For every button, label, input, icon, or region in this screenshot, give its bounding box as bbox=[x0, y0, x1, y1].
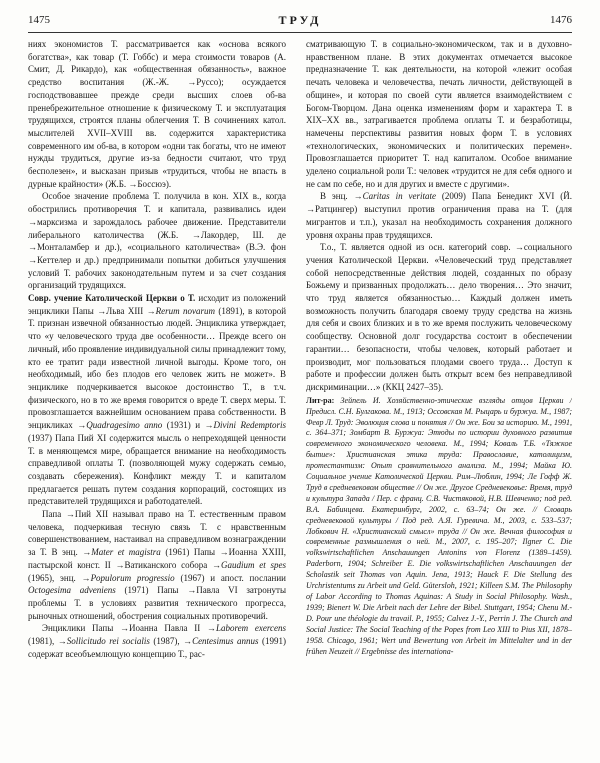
page-number-right: 1476 bbox=[550, 14, 572, 26]
paragraph: Особое значение проблема Т. получила в кон. XIX в., когда обострились противоречия Т. и капитала, развивались идеи →марксизма и зарождалось рабочее движение. Представители либерального католичества (Ж.Б. →Лакордер, Ш. де →Монталамбер и др.), «социального католичества» (В.Э. фон →Кеттелер и др.) предпринимали попытки добиться улучшения условий Т. рабочих законодательным путем и за счет создания организаций трудящихся. bbox=[28, 191, 286, 291]
page-header bbox=[28, 14, 572, 30]
paragraph: ниях экономистов Т. рассматривается как «основа всякого богатства», как товар (Т. Гоббс) и мера стоимости товаров (А. Смит, Д. Рикардо), как «общественная обязанность», важное средство воспитания (Ж.-Ж. →Руссо); осуждается господствовавшее прежде среди высших слоев об-ва пренебрежительное отношение к физическому Т. и эксплуатация трудящихся, строятся планы облегчения Т. В сочинениях катол. мыслителей XVII–XVIII вв. содержится характеристика современного им об-ва, в котором «одни так богаты, что не имеют нужды трудиться, другие из-за бедности считают, что труд бесполезен», и высказан призыв «трудиться, чтобы не впасть в дурные крайности» (Ж.Б. →Боссюэ). bbox=[28, 39, 286, 189]
paragraph: В энц. →Caritas in veritate (2009) Папа Бенедикт XVI (Й. →Ратцингер) выступил против ограничения права на Т. (для мигрантов и т.п.), указал на необходимость сохранения должного уровня охраны прав трудящихся. bbox=[306, 191, 572, 240]
bibliography-label: Лит-ра: bbox=[306, 395, 335, 405]
paragraph: Папа →Пий XII называл право на Т. естественным правом человека, подчеркивая тесную связь Т. с нравственным совершенствованием, настаивал на справедливом вознаграждении за Т. В энц. →Mater et magistra (1961) Папы →Иоанна XXIII, пастырской конст. II →Ватиканского собора →Gaudium et spes (1965), энц. →Populorum progressio (1967) и апост. послании Octogesima adveniens (1971) Папы →Павла VI затронуты проблемы Т. в условиях развития технического прогресса, рыночных отношений, обострения социальных противоречий. bbox=[28, 509, 286, 621]
paragraph: Совр. учение Католической Церкви о Т. исходит из положений энциклики Папы →Льва XIII →Rerum novarum (1891), в которой Т. признан извечной обязанностью людей. Энциклика утверждает, что «у человеческого труда две особенности… Прежде всего он личный, ибо проявление индивидуальной силы принадлежит тому, кто ее тратит ради известной личной выгоды. Кроме того, он необходимый, ибо без плодов его человек жить не может». В энциклике подчеркивается высокое достоинство Т., в т.ч. физического, но в то же время говорится о вреде Т. сверх меры. Т. провозглашается важнейшим основанием права собственности. В энцикликах →Quadragesimo anno (1931) и →Divini Redemptoris (1937) Папа Пий XI содержится мысль о непреходящей ценности Т. в меняющемся мире, обращается внимание на необходимость справедливой оплаты Т. (позволяющей мужу содержать семью, создавать сбережения). Конфликт между Т. и капиталом предлагается решать путем создания корпораций, состоящих из представителей трудящихся и работодателей. bbox=[28, 293, 286, 507]
left-column bbox=[28, 38, 286, 753]
section-heading: Совр. учение Католической Церкви о Т. bbox=[28, 293, 196, 304]
header-rule bbox=[28, 32, 572, 33]
paragraph: сматривающую Т. в социально-экономическом, так и в духовно-нравственном плане. В этих документах отмечается высокое предназначение Т. как деятельности, на которой «лежит особая печать человека и человечества, печать личности, действующей в общине», и которая по своей сути является взаимодействием с Богом-Творцом. Дана оценка изменениям форм и характера Т. в XIX–XX вв., затрагивается проблема оплаты Т. и безработицы, намечены перспективы развития новых форм Т. в условиях «технологических, экономических и политических перемен». Провозглашается приоритет Т. над капиталом. Особое внимание уделено социальной роли Т.: человек «трудится не для себя одного и не сам по себе, но и для других и вместе с другими». bbox=[306, 39, 572, 189]
page-number-left: 1475 bbox=[28, 14, 50, 26]
paragraph: Энциклики Папы →Иоанна Павла II →Laborem exercens (1981), →Sollicitudo rei socialis (1987), →Centesimus annus (1991) содержат всеобъемлющую концепцию Т., рас- bbox=[28, 623, 286, 659]
bibliography-text: Зейпель И. Хозяйственно-этические взгляды отцов Церкви / Предисл. С.Н. Булгакова. М., 1913; Оссовская М. Рыцарь и буржуа. М., 1987; Февр Л. Труд: Эволюция слова и понятия // Он же. Бои за историю. М., 1991, с. 364–371; Зомбарт В. Буржуа: Этюды по истории духовного развития современного экономического человека. М., 1994; Коваль Т.Б. «Тяжкое бытие»: Христианская этика труда: Православие, католицизм, протестантизм: Опыт сравнительного анализа. М., 1994; Майка Ю. Социальное учение Католической Церкви. Рим–Люблин, 1994; Ле Гофф Ж. Труд в средневековом обществе // Он же. Другое Средневековье: Время, труд и культура Запада / Пер. с франц. С.В. Чистяковой, Н.В. Шевченко; под ред. В.А. Бабинцева. Екатеринбург, 2002, с. 63–74; Он же. // Словарь средневековой культуры / Под ред. А.Я. Гуревича. М., 2003, с. 533–537; Лобкович Н. «Христианский смысл» труда // Он же. Вечная философия и современные размышления о ней. М., 2007, с. 195–207; Ilgner C. Die volkswirtschaftlichen Anschauungen Antonins von Florenz (1389–1459). Paderborn, 1904; Schreiber E. Die volkswirtschaftlichen Anschauungen der Scholastik seit Thomas von Aquin. Jena, 1913; Hauck F. Die Stellung des Urchristentums zu Arbeit und Geld. Gütersloh, 1921; Killeen S.M. The Philosophy of Labor According to Thomas Aquinas: A Study in Social Philosophy. Wash., 1939; Bienert W. Die Arbeit nach der Lehre der Bibel. Stuttgart, 1954; Chenu M.-D. Pour une théologie du travail. P., 1955; Calvez J.-Y., Perrin J. The Church and Social Justice: The Social Teaching of the Popes from Leo XIII to Pius XII, 1878–1958. Chicago, 1961; Wert und Bewertung von Arbeit im Mittelalter und in der frühen Neuzeit // Ergebnisse des internationa- bbox=[306, 395, 572, 656]
right-column bbox=[306, 38, 572, 753]
bibliography bbox=[306, 396, 572, 658]
running-title: ТРУД bbox=[278, 13, 322, 27]
paragraph: Т.о., Т. является одной из осн. категорий совр. →социального учения Католической Церкви. «Человеческий труд представляет собой непосредственные действия людей, созданных по образу Божьему и призванных продолжать… дело творения… Это значит, что труд является обязанностью… Каждый должен иметь возможность получить благодаря своему труду средства на жизнь для себя и своих близких и в то же время послужить человеческому сообществу. Основной долг государства состоит в обеспечении гарантии… безопасности, чтобы человек, который работает и производит, мог пользоваться плодами своего труда… Доступ к работе и профессии должен быть открыт всем без неправедливой дискриминации…» (ККЦ 2427–35). bbox=[306, 242, 572, 392]
